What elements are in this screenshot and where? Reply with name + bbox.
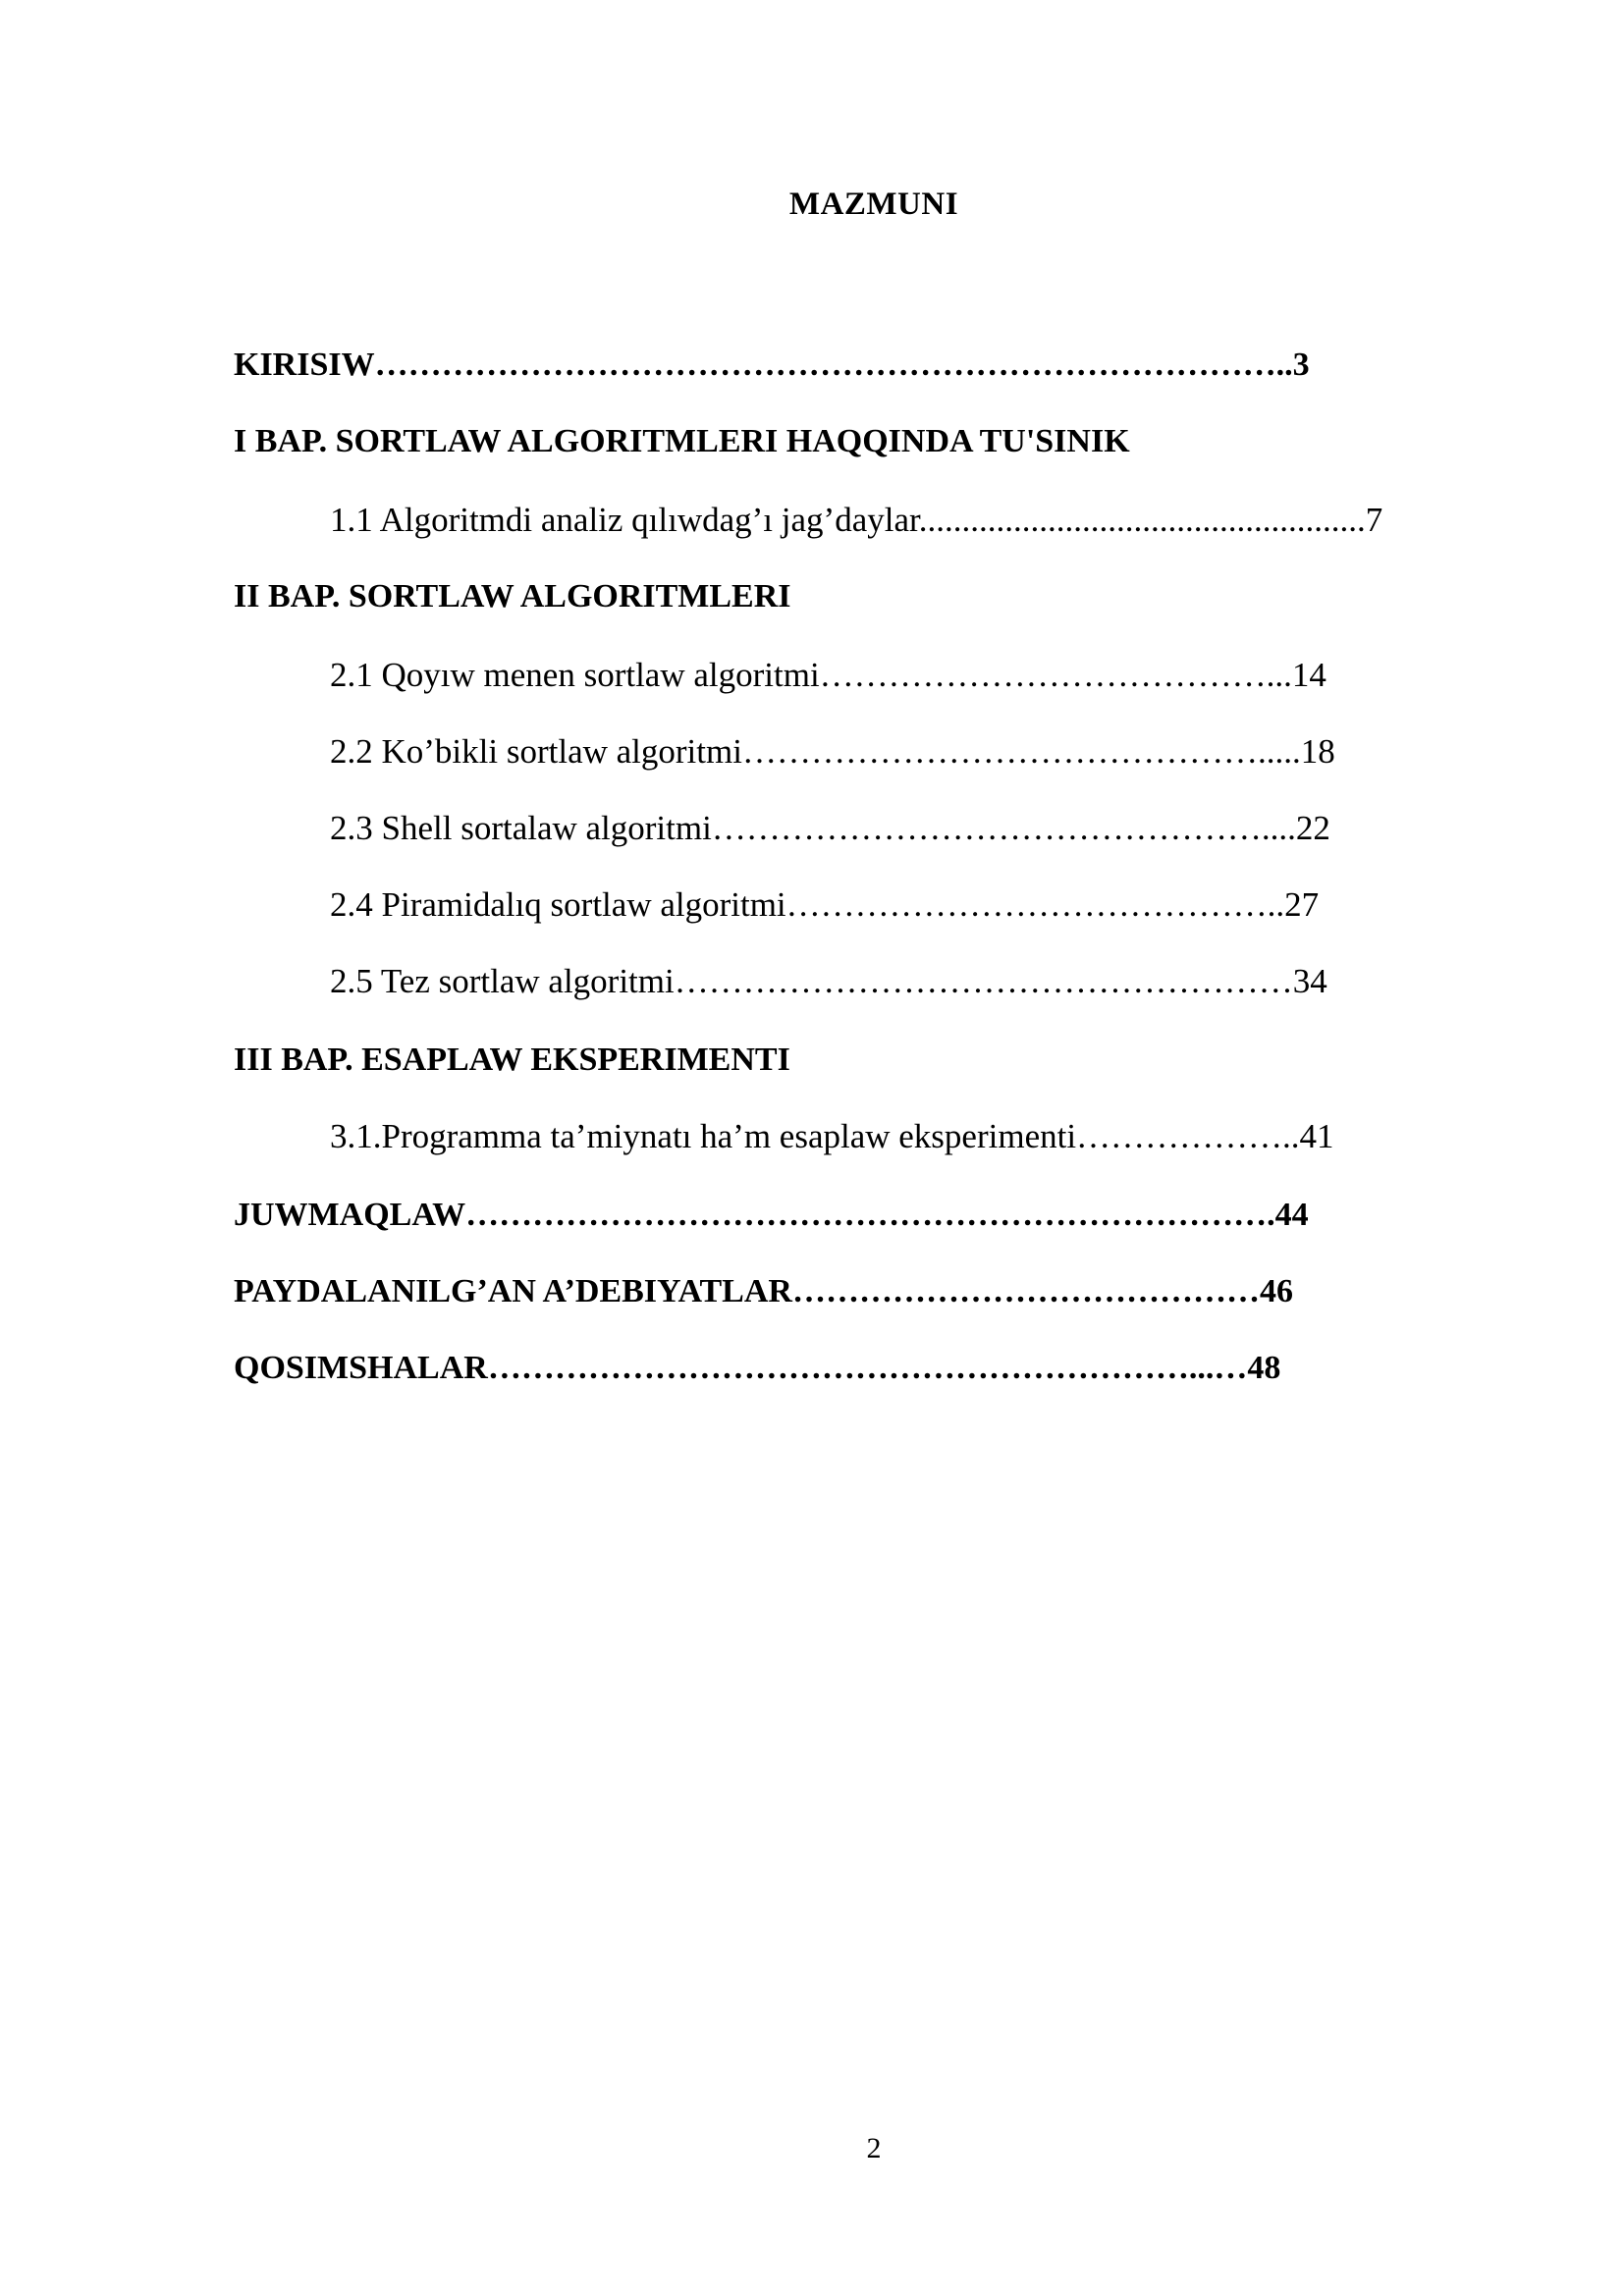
toc-chapter-3: III BAP. ESAPLAW EKSPERIMENTI [234, 1041, 790, 1078]
toc-entry-paydalanilgan: PAYDALANILG’AN A’DEBIYATLAR……………………………………46 [234, 1273, 1293, 1309]
toc-section-2-2: 2.2 Ko’bikli sortlaw algoritmi……………………………………….....18 [330, 732, 1335, 771]
page-title: MAZMUNI [788, 187, 959, 222]
toc-chapter-2: II BAP. SORTLAW ALGORITMLERI [234, 578, 791, 614]
toc-entry-kirisiw: KIRISIW………………………………………………………………………..3 [234, 347, 1310, 383]
toc-entry-juwmaqlaw: JUWMAQLAW……………………………………………………………….44 [234, 1197, 1309, 1233]
toc-chapter-1: I BAP. SORTLAW ALGORITMLERI HAQQINDA TU'SINIK [234, 423, 1130, 459]
page-number: 2 [866, 2132, 882, 2164]
toc-section-2-4: 2.4 Piramidalıq sortlaw algoritmi……………………………………..27 [330, 885, 1320, 924]
toc-section-3-1: 3.1.Programma ta’miynatı ha’m esaplaw eksperimenti………………..41 [330, 1117, 1334, 1155]
toc-section-2-3: 2.3 Shell sortalaw algoritmi…………………………………………....22 [330, 809, 1330, 847]
toc-section-2-1: 2.1 Qoyıw menen sortlaw algoritmi…………………………………...14 [330, 656, 1326, 694]
toc-section-1-1: 1.1 Algoritmdi analiz qılıwdag’ı jag’daylar....................................................7 [330, 501, 1383, 539]
toc-entry-qosimshalar: QOSIMSHALAR………………………………………………………...…48 [234, 1350, 1281, 1386]
toc-section-2-5: 2.5 Tez sortlaw algoritmi………………………………………………34 [330, 962, 1327, 1000]
